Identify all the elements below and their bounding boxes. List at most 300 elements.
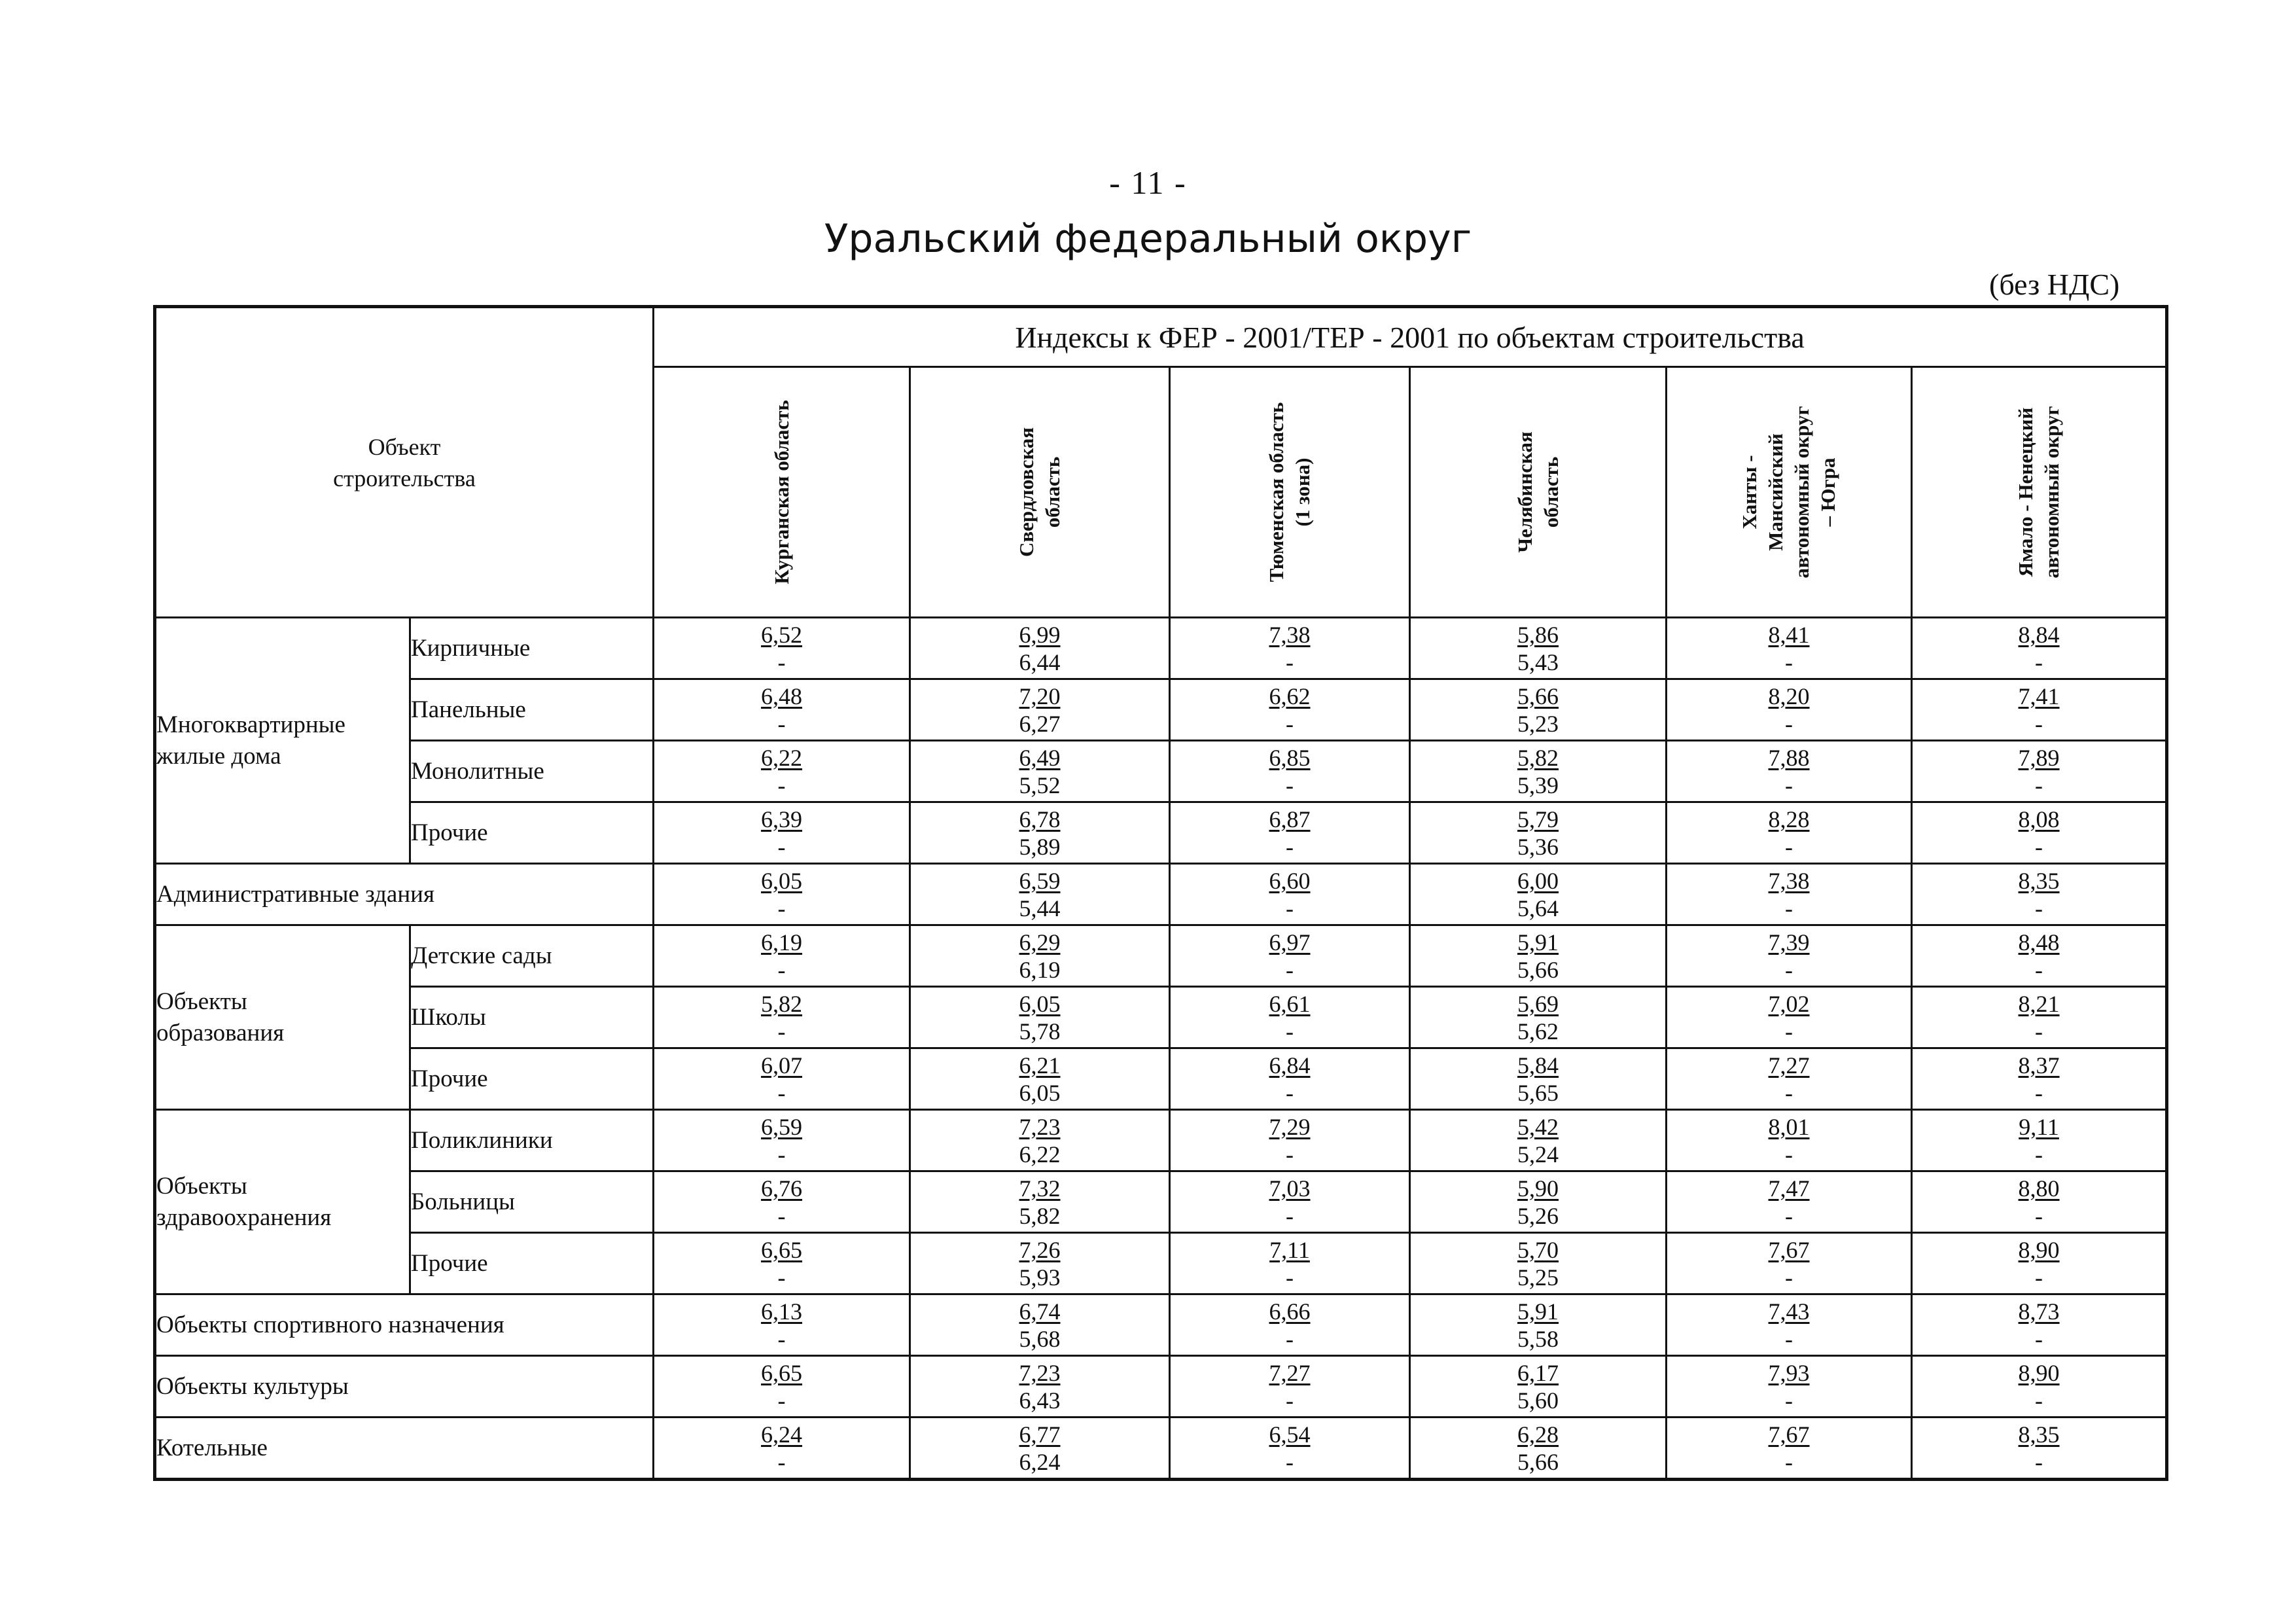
index-cell [654,987,910,1048]
fer-index-value: 8,21 [2018,990,2060,1017]
index-cell [1410,802,1667,864]
fer-index-value: 7,89 [2018,744,2060,771]
row-label: Объекты культуры [155,1356,654,1418]
ter-index-value: - [1286,833,1294,860]
fer-index-value: 5,91 [1517,929,1559,955]
fer-index-value: 6,66 [1269,1298,1311,1325]
fer-index-value: 8,35 [2018,867,2060,894]
fer-index-value: 6,65 [761,1236,803,1263]
index-cell [910,618,1170,679]
table-row [155,1294,2167,1356]
ter-index-value: - [777,956,786,983]
region-header-text [769,400,795,584]
index-cell [1912,1233,2167,1294]
ter-index-value: - [1286,1018,1294,1044]
region-header-line: (1 зона) [1291,457,1315,527]
index-cell [1170,1418,1410,1480]
ter-index-value: 5,93 [1019,1264,1061,1291]
group-label-line: Объекты [156,988,247,1015]
fer-index-value: 7,26 [1019,1236,1061,1263]
index-cell [654,618,910,679]
index-cell [1170,679,1410,741]
fer-index-value: 7,93 [1768,1359,1810,1386]
region-header-line: Ханты - [1738,455,1761,529]
fer-index-value: 6,52 [761,621,803,648]
table-row [155,679,2167,741]
fer-index-value: 8,35 [2018,1421,2060,1448]
region-header-line: область [1539,456,1563,528]
ter-index-value: - [1785,710,1793,737]
fer-index-value: 8,28 [1768,806,1810,832]
fer-index-value: 7,02 [1768,990,1810,1017]
page-number: - 11 - [1109,164,1187,201]
index-cell [654,1110,910,1171]
index-cell [1170,1294,1410,1356]
ter-index-value: 5,39 [1517,772,1559,798]
fer-index-value: 7,03 [1269,1175,1311,1202]
table-row [155,1048,2167,1110]
index-cell [1410,1356,1667,1418]
index-cell [910,1233,1170,1294]
fer-index-value: 8,84 [2018,621,2060,648]
index-cell [1912,741,2167,802]
index-cell [654,1356,910,1418]
index-cell [1667,1110,1912,1171]
index-cell [1667,1356,1912,1418]
row-label: Административные здания [155,864,654,925]
fer-index-value: 5,42 [1517,1113,1559,1140]
ter-index-value: 6,44 [1019,649,1061,675]
ter-index-value: - [1286,1448,1294,1475]
index-cell [1410,987,1667,1048]
object-header [155,307,654,618]
fer-index-value: 6,39 [761,806,803,832]
fer-index-value: 6,21 [1019,1052,1061,1079]
fer-index-value: 6,13 [761,1298,803,1325]
index-cell [1912,1171,2167,1233]
index-cell [1170,741,1410,802]
ter-index-value: - [1785,956,1793,983]
index-cell [1912,1356,2167,1418]
fer-index-value: 8,80 [2018,1175,2060,1202]
index-cell [1912,1418,2167,1480]
fer-index-value: 5,82 [1517,744,1559,771]
fer-index-value: 8,37 [2018,1052,2060,1079]
fer-index-value: 6,85 [1269,744,1311,771]
index-cell [1667,987,1912,1048]
fer-index-value: 6,60 [1269,867,1311,894]
index-cell [1667,618,1912,679]
ter-index-value: - [1286,1264,1294,1291]
fer-index-value: 8,48 [2018,929,2060,955]
ter-index-value: - [777,1079,786,1106]
ter-index-value: - [2035,1325,2043,1352]
fer-index-value: 8,73 [2018,1298,2060,1325]
index-cell [1410,618,1667,679]
ter-index-value: 5,44 [1019,895,1061,921]
region-header-line: Курганская область [769,400,793,584]
subgroup-label: Кирпичные [410,618,654,679]
index-cell [1912,679,2167,741]
row-label: Котельные [155,1418,654,1480]
index-table [153,305,2168,1481]
region-header-text [2013,406,2065,578]
index-cell [910,1294,1170,1356]
index-cell [1667,741,1912,802]
ter-index-value: 6,19 [1019,956,1061,983]
ter-index-value: 5,23 [1517,710,1559,737]
region-header-line: Мансийский [1764,433,1788,551]
ter-index-value: - [777,1018,786,1044]
fer-index-value: 8,90 [2018,1236,2060,1263]
table-row [155,1233,2167,1294]
fer-index-value: 5,70 [1517,1236,1559,1263]
index-cell [910,802,1170,864]
table-row [155,741,2167,802]
ter-index-value: - [1785,1387,1793,1414]
index-cell [654,864,910,925]
fer-index-value: 7,39 [1768,929,1810,955]
table-row [155,925,2167,987]
subgroup-label: Больницы [410,1171,654,1233]
fer-index-value: 8,08 [2018,806,2060,832]
ter-index-value: 5,78 [1019,1018,1061,1044]
group-label-line: здравоохранения [156,1204,332,1231]
fer-index-value: 5,91 [1517,1298,1559,1325]
ter-index-value: - [2035,956,2043,983]
row-label: Объекты спортивного назначения [155,1294,654,1356]
ter-index-value: - [1286,772,1294,798]
region-header [654,367,910,618]
index-cell [1912,864,2167,925]
index-cell [654,1294,910,1356]
index-cell [654,1418,910,1480]
fer-index-value: 7,29 [1269,1113,1311,1140]
fer-index-value: 6,54 [1269,1421,1311,1448]
fer-index-value: 7,32 [1019,1175,1061,1202]
vat-note: (без НДС) [1989,268,2120,301]
table-row [155,1110,2167,1171]
region-header-text [1512,431,1564,552]
index-cell [1667,802,1912,864]
subgroup-label: Монолитные [410,741,654,802]
index-cell [910,925,1170,987]
index-cell [1170,925,1410,987]
index-cell [1410,864,1667,925]
fer-index-value: 6,05 [1019,990,1061,1017]
ter-index-value: - [777,710,786,737]
group-label-line: Многоквартирные [156,711,345,738]
region-header-line: Свердловская [1015,427,1038,558]
ter-index-value: 5,82 [1019,1202,1061,1229]
fer-index-value: 6,99 [1019,621,1061,648]
index-cell [1170,864,1410,925]
fer-index-value: 7,27 [1269,1359,1311,1386]
region-header-line: автономный округ [2040,406,2064,579]
object-header-line: строительства [333,465,476,491]
region-header-line: Челябинская [1513,431,1536,553]
fer-index-value: 5,79 [1517,806,1559,832]
table-row [155,1171,2167,1233]
fer-index-value: 7,47 [1768,1175,1810,1202]
fer-index-value: 6,49 [1019,744,1061,771]
fer-index-value: 6,74 [1019,1298,1061,1325]
index-cell [1170,1110,1410,1171]
ter-index-value: - [2035,772,2043,798]
index-cell [1912,1048,2167,1110]
fer-index-value: 7,38 [1269,621,1311,648]
ter-index-value: 6,22 [1019,1141,1061,1168]
index-cell [654,741,910,802]
ter-index-value: - [2035,895,2043,921]
index-cell [1170,1233,1410,1294]
ter-index-value: - [1286,956,1294,983]
fer-index-value: 6,05 [761,867,803,894]
index-cell [1410,1294,1667,1356]
ter-index-value: - [1286,1202,1294,1229]
ter-index-value: - [1785,1448,1793,1475]
fer-index-value: 6,78 [1019,806,1061,832]
fer-index-value: 7,67 [1768,1421,1810,1448]
table-row [155,1356,2167,1418]
ter-index-value: - [1785,895,1793,921]
ter-index-value: - [2035,710,2043,737]
index-cell [1170,802,1410,864]
ter-index-value: 5,58 [1517,1325,1559,1352]
ter-index-value: - [1785,772,1793,798]
ter-index-value: - [2035,1141,2043,1168]
ter-index-value: 6,05 [1019,1079,1061,1106]
index-cell [1667,925,1912,987]
region-header-line: область [1041,456,1065,528]
ter-index-value: - [1286,1387,1294,1414]
fer-index-value: 6,76 [761,1175,803,1202]
group-label-line: образования [156,1019,285,1046]
index-cell [654,802,910,864]
page-title: Уральский федеральный округ [824,216,1472,262]
subgroup-label: Поликлиники [410,1110,654,1171]
index-cell [1912,925,2167,987]
fer-index-value: 7,20 [1019,683,1061,709]
ter-index-value: 5,36 [1517,833,1559,860]
fer-index-value: 6,59 [1019,867,1061,894]
region-header [910,367,1170,618]
fer-index-value: 6,19 [761,929,803,955]
fer-index-value: 6,28 [1517,1421,1559,1448]
index-cell [1170,1171,1410,1233]
ter-index-value: 5,62 [1517,1018,1559,1044]
table-row [155,864,2167,925]
fer-index-value: 6,59 [761,1113,803,1140]
index-cell [910,1048,1170,1110]
region-header [1667,367,1912,618]
group-label [155,618,410,864]
ter-index-value: - [1785,1079,1793,1106]
fer-index-value: 8,20 [1768,683,1810,709]
region-header-line: – Югра [1816,457,1840,527]
ter-index-value: 5,26 [1517,1202,1559,1229]
ter-index-value: - [1785,1325,1793,1352]
fer-index-value: 6,87 [1269,806,1311,832]
ter-index-value: - [777,1264,786,1291]
index-cell [1912,802,2167,864]
index-cell [1667,1418,1912,1480]
ter-index-value: 5,64 [1517,895,1559,921]
fer-index-value: 7,88 [1768,744,1810,771]
ter-index-value: - [1286,1079,1294,1106]
ter-index-value: - [2035,833,2043,860]
ter-index-value: - [2035,1387,2043,1414]
ter-index-value: - [2035,649,2043,675]
index-cell [1667,864,1912,925]
index-cell [1410,1233,1667,1294]
fer-index-value: 7,23 [1019,1113,1061,1140]
index-cell [1667,1048,1912,1110]
index-cell [1912,618,2167,679]
index-cell [910,679,1170,741]
group-label-line: Объекты [156,1172,247,1200]
fer-index-value: 7,67 [1768,1236,1810,1263]
index-cell [1410,679,1667,741]
region-header [1912,367,2167,618]
region-header-text [1263,402,1316,582]
table-row [155,802,2167,864]
ter-index-value: - [1286,1141,1294,1168]
ter-index-value: - [1286,1325,1294,1352]
ter-index-value: - [2035,1202,2043,1229]
index-cell [654,679,910,741]
index-cell [910,1418,1170,1480]
index-cell [1410,741,1667,802]
ter-index-value: - [777,1141,786,1168]
index-cell [654,1048,910,1110]
fer-index-value: 9,11 [2019,1113,2059,1140]
ter-index-value: 6,27 [1019,710,1061,737]
index-cell [1410,925,1667,987]
index-cell [1667,1233,1912,1294]
region-header [1170,367,1410,618]
index-cell [1667,1294,1912,1356]
ter-index-value: - [777,772,786,798]
group-label [155,925,410,1110]
ter-index-value: 5,25 [1517,1264,1559,1291]
fer-index-value: 6,77 [1019,1421,1061,1448]
subgroup-label: Прочие [410,802,654,864]
ter-index-value: 5,66 [1517,1448,1559,1475]
fer-index-value: 5,66 [1517,683,1559,709]
fer-index-value: 8,41 [1768,621,1810,648]
fer-index-value: 6,61 [1269,990,1311,1017]
ter-index-value: 5,89 [1019,833,1061,860]
object-header-line: Объект [368,433,441,460]
index-cell [654,925,910,987]
ter-index-value: - [1286,895,1294,921]
fer-index-value: 8,90 [2018,1359,2060,1386]
index-cell [1170,987,1410,1048]
index-cell [1912,987,2167,1048]
ter-index-value: - [777,1448,786,1475]
index-cell [1667,1171,1912,1233]
ter-index-value: 5,52 [1019,772,1061,798]
fer-index-value: 6,07 [761,1052,803,1079]
table-row [155,618,2167,679]
fer-index-value: 7,43 [1768,1298,1810,1325]
fer-index-value: 5,86 [1517,621,1559,648]
fer-index-value: 6,24 [761,1421,803,1448]
fer-index-value: 6,17 [1517,1359,1559,1386]
index-cell [1410,1171,1667,1233]
fer-index-value: 7,11 [1269,1236,1310,1263]
ter-index-value: - [1785,1264,1793,1291]
index-cell [1170,618,1410,679]
subgroup-label: Детские сады [410,925,654,987]
fer-index-value: 5,82 [761,990,803,1017]
index-cell [1410,1418,1667,1480]
fer-index-value: 6,65 [761,1359,803,1386]
ter-index-value: 5,60 [1517,1387,1559,1414]
ter-index-value: - [2035,1079,2043,1106]
index-cell [910,987,1170,1048]
region-header-text [1737,406,1841,578]
region-header-line: Тюменская область [1265,402,1288,582]
ter-index-value: - [2035,1264,2043,1291]
fer-index-value: 5,90 [1517,1175,1559,1202]
index-cell [910,741,1170,802]
table-row [155,1418,2167,1480]
ter-index-value: - [777,1202,786,1229]
index-cell [910,1171,1170,1233]
fer-index-value: 5,84 [1517,1052,1559,1079]
ter-index-value: 6,24 [1019,1448,1061,1475]
fer-index-value: 6,84 [1269,1052,1311,1079]
fer-index-value: 6,22 [761,744,803,771]
region-header [1410,367,1667,618]
subgroup-label: Панельные [410,679,654,741]
ter-index-value: 5,66 [1517,956,1559,983]
ter-index-value: - [1785,1018,1793,1044]
index-cell [654,1233,910,1294]
index-cell [1170,1048,1410,1110]
ter-index-value: - [2035,1018,2043,1044]
ter-index-value: 5,65 [1517,1079,1559,1106]
fer-index-value: 8,01 [1768,1113,1810,1140]
region-header-line: автономный округ [1790,406,1814,579]
fer-index-value: 6,29 [1019,929,1061,955]
ter-index-value: 5,24 [1517,1141,1559,1168]
index-group-header: Индексы к ФЕР - 2001/ТЕР - 2001 по объектам строительства [654,307,2167,367]
fer-index-value: 6,97 [1269,929,1311,955]
ter-index-value: - [777,1387,786,1414]
subgroup-label: Прочие [410,1233,654,1294]
ter-index-value: - [1785,1202,1793,1229]
index-cell [910,1356,1170,1418]
ter-index-value: - [777,833,786,860]
index-cell [910,1110,1170,1171]
region-header-line: Ямало - Ненецкий [2014,407,2038,577]
ter-index-value: - [777,649,786,675]
ter-index-value: - [1286,710,1294,737]
subgroup-label: Прочие [410,1048,654,1110]
index-cell [654,1171,910,1233]
ter-index-value: - [2035,1448,2043,1475]
ter-index-value: 5,43 [1517,649,1559,675]
region-header-text [1014,427,1066,557]
index-cell [1410,1110,1667,1171]
ter-index-value: - [777,1325,786,1352]
ter-index-value: - [1785,833,1793,860]
index-cell [1410,1048,1667,1110]
group-label-line: жилые дома [156,742,281,770]
